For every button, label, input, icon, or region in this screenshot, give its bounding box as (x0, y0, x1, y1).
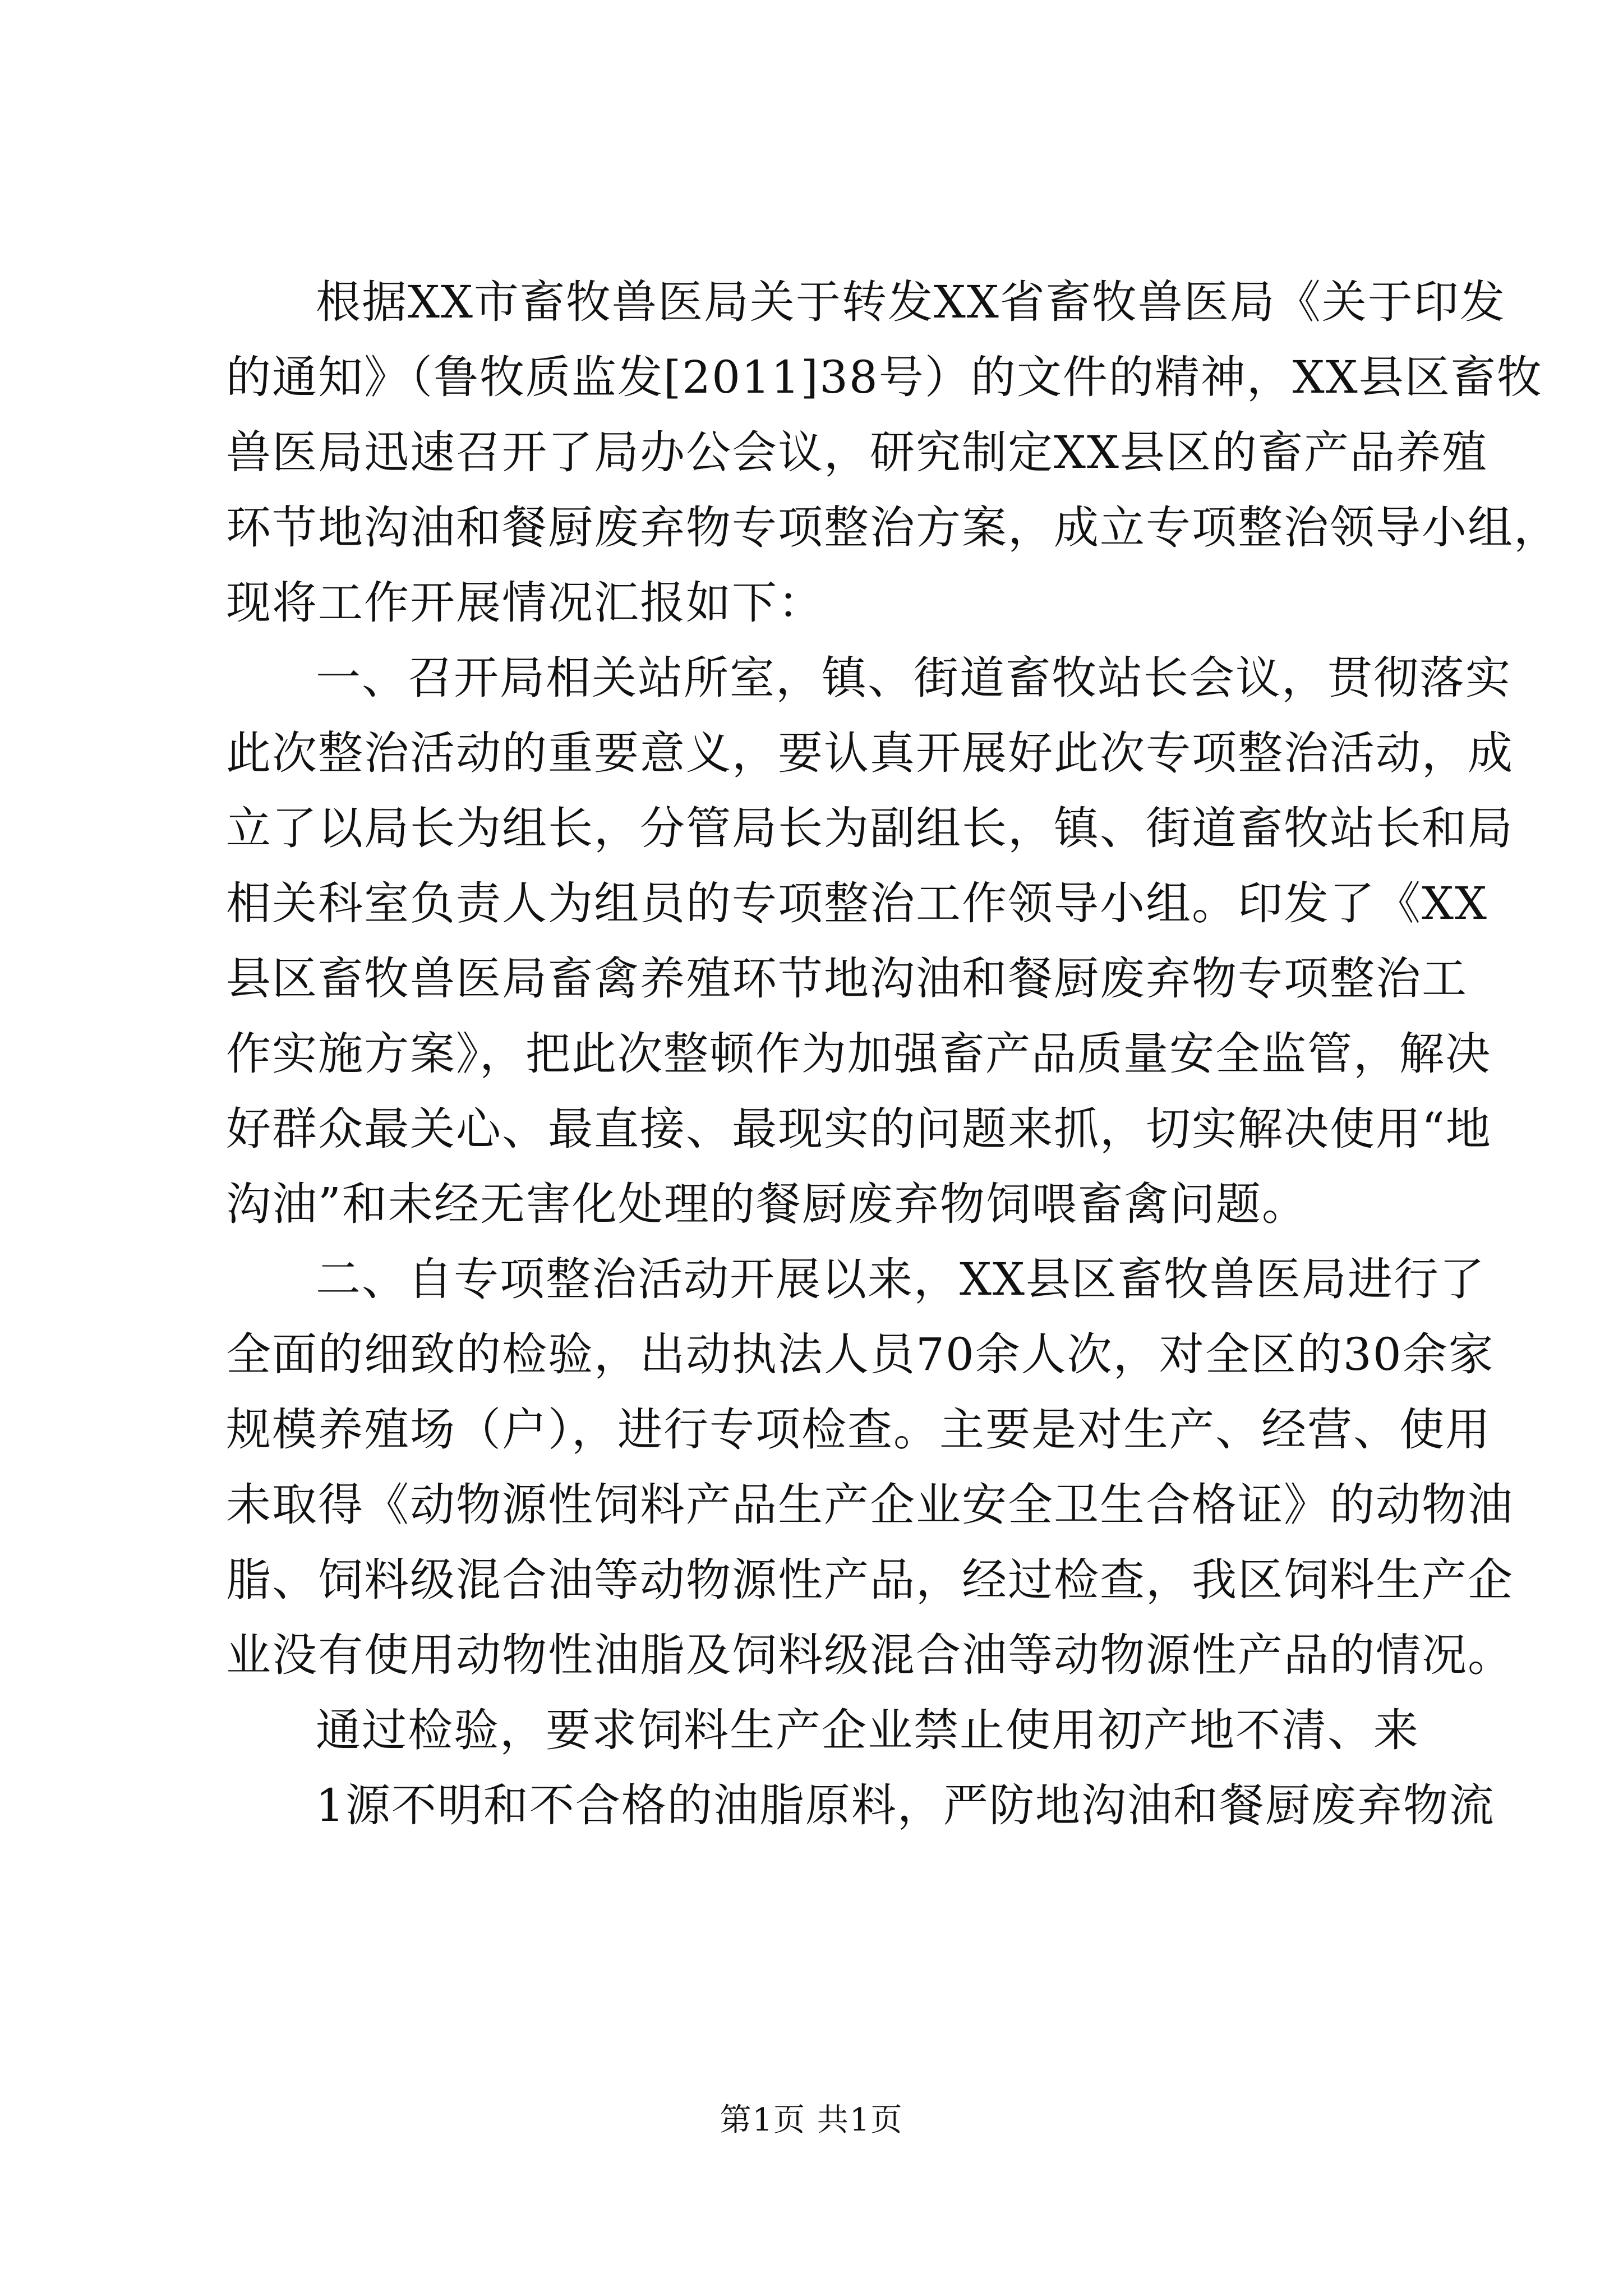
text-line: 现将工作开展情况汇报如下： (226, 577, 824, 629)
text-line: 业没有使用动物性油脂及饲料级混合油等动物源性产品的情况。 (226, 1629, 1514, 1681)
text-line: 通过检验，要求饲料生产企业禁止使用初产地不清、来 (316, 1704, 1419, 1756)
text-line: 全面的细致的检验，出动执法人员70余人次，对全区的30余家 (226, 1328, 1495, 1381)
text-line: 沟油”和未经无害化处理的餐厨废弃物饲喂畜禽问题。 (226, 1178, 1308, 1230)
text-line: 相关科室负责人为组员的专项整治工作领导小组。印发了《XX (226, 877, 1488, 930)
text-line: 一、召开局相关站所室，镇、街道畜牧站长会议，贯彻落实 (316, 652, 1511, 704)
text-line: 脂、饲料级混合油等动物源性产品，经过检查，我区饲料生产企 (226, 1554, 1514, 1606)
text-line: 二、自专项整治活动开展以来，XX县区畜牧兽医局进行了 (316, 1253, 1486, 1305)
text-line: 好群众最关心、最直接、最现实的问题来抓，切实解决使用“地 (226, 1103, 1492, 1155)
text-line: 规模养殖场（户），进行专项检查。主要是对生产、经营、使用 (226, 1404, 1491, 1456)
text-line: 根据XX市畜牧兽医局关于转发XX省畜牧兽医局《关于印发 (316, 276, 1506, 328)
page-footer: 第1页 共1页 (720, 2102, 903, 2138)
text-line: 此次整治活动的重要意义，要认真开展好此次专项整治活动，成 (226, 727, 1514, 779)
text-line: 环节地沟油和餐厨废弃物专项整治方案，成立专项整治领导小组， (226, 501, 1560, 554)
text-line: 未取得《动物源性饲料产品生产企业安全卫生合格证》的动物油 (226, 1479, 1514, 1531)
text-line: 的通知》（鲁牧质监发[2011]38号）的文件的精神，XX县区畜牧 (226, 351, 1543, 403)
text-line: 作实施方案》，把此次整顿作为加强畜产品质量安全监管，解决 (226, 1028, 1491, 1080)
text-line: 兽医局迅速召开了局办公会议，研究制定XX县区的畜产品养殖 (226, 426, 1488, 478)
text-line: 1源不明和不合格的油脂原料，严防地沟油和餐厨废弃物流 (316, 1779, 1495, 1832)
text-line: 县区畜牧兽医局畜禽养殖环节地沟油和餐厨废弃物专项整治工 (226, 953, 1468, 1005)
body-text (226, 265, 1560, 1843)
text-line: 立了以局长为组长，分管局长为副组长，镇、街道畜牧站长和局 (226, 802, 1514, 854)
